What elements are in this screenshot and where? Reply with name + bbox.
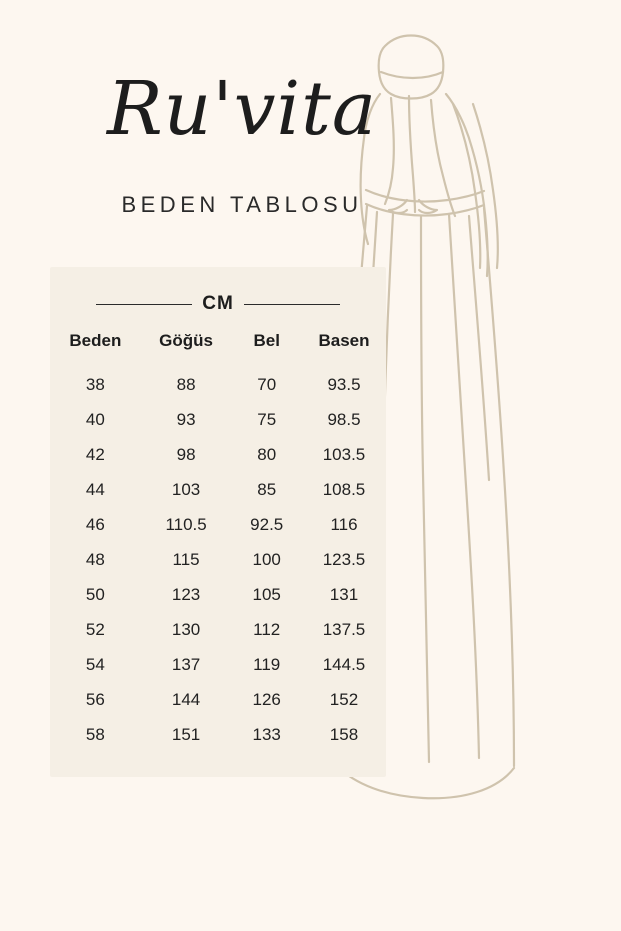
- cell-bel: 112: [253, 619, 281, 639]
- cell-basen: 123.5: [322, 549, 366, 569]
- cell-gogus: 115: [172, 549, 200, 569]
- cell-bel: 133: [252, 724, 281, 744]
- cell-gogus: 103: [171, 479, 201, 499]
- cell-bel: 126: [252, 689, 281, 709]
- cell-bel: 100: [252, 549, 281, 569]
- cell-basen: 116: [330, 514, 358, 534]
- table-header-row: [50, 331, 386, 367]
- column-header-gogus: Göğüs: [159, 331, 213, 350]
- cell-bel: 119: [253, 654, 281, 674]
- cell-basen: 144.5: [322, 654, 366, 674]
- table-row: [50, 682, 386, 717]
- table-row: [50, 542, 386, 577]
- cell-basen: 131: [329, 584, 359, 604]
- cell-basen: 158: [329, 724, 359, 744]
- cell-beden: 48: [85, 549, 105, 569]
- cell-basen: 98.5: [327, 409, 361, 429]
- cell-basen: 103.5: [322, 444, 366, 464]
- column-header-basen: Basen: [318, 331, 370, 350]
- cell-bel: 80: [257, 444, 277, 464]
- cell-beden: 54: [85, 654, 105, 674]
- table-row: [50, 717, 386, 752]
- cell-gogus: 93: [176, 409, 196, 429]
- size-table-card: [50, 267, 386, 777]
- cell-beden: 56: [85, 689, 105, 709]
- cell-beden: 50: [85, 584, 105, 604]
- cell-gogus: 130: [171, 619, 201, 639]
- cell-gogus: 144: [171, 689, 201, 709]
- divider-left: [96, 304, 192, 305]
- table-row: [50, 507, 386, 542]
- cell-gogus: 110.5: [165, 514, 207, 534]
- table-row: [50, 437, 386, 472]
- table-row: [50, 612, 386, 647]
- column-header-bel: Bel: [253, 331, 280, 350]
- unit-header: [50, 267, 386, 315]
- cell-basen: 108.5: [322, 479, 366, 499]
- cell-gogus: 151: [171, 724, 201, 744]
- table-row: [50, 402, 386, 437]
- cell-basen: 152: [329, 689, 359, 709]
- unit-label: CM: [202, 293, 234, 314]
- cell-beden: 58: [85, 724, 105, 744]
- cell-gogus: 123: [171, 584, 201, 604]
- size-table: [50, 331, 386, 752]
- cell-gogus: 98: [176, 444, 196, 464]
- cell-beden: 52: [85, 619, 105, 639]
- cell-bel: 92.5: [250, 514, 284, 534]
- cell-beden: 46: [85, 514, 105, 534]
- column-header-beden: Beden: [69, 331, 122, 350]
- cell-beden: 40: [85, 409, 105, 429]
- cell-bel: 105: [252, 584, 281, 604]
- cell-gogus: 88: [176, 374, 196, 394]
- cell-bel: 75: [257, 409, 277, 429]
- brand-name: Ru'vita: [106, 66, 378, 152]
- table-body: [50, 367, 386, 752]
- cell-basen: 93.5: [327, 374, 361, 394]
- cell-beden: 42: [85, 444, 105, 464]
- cell-bel: 85: [257, 479, 277, 499]
- page-subtitle: BEDEN TABLOSU: [121, 192, 363, 217]
- table-head: [50, 331, 386, 367]
- cell-beden: 38: [85, 374, 105, 394]
- cell-beden: 44: [85, 479, 105, 499]
- table-row: [50, 647, 386, 682]
- table-row: [50, 367, 386, 402]
- cell-bel: 70: [257, 374, 277, 394]
- cell-gogus: 137: [171, 654, 201, 674]
- divider-right: [244, 304, 340, 305]
- cell-basen: 137.5: [322, 619, 366, 639]
- table-row: [50, 577, 386, 612]
- table-row: [50, 472, 386, 507]
